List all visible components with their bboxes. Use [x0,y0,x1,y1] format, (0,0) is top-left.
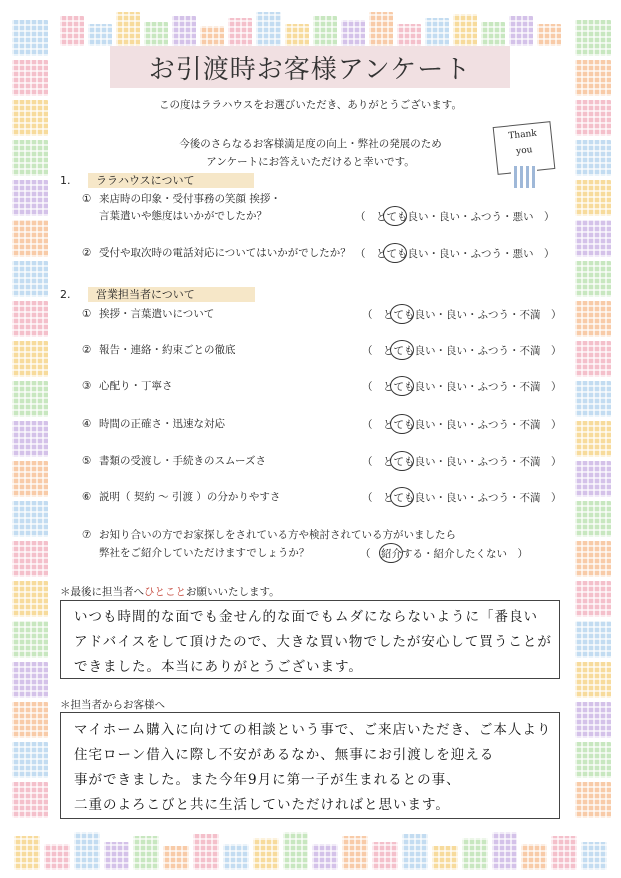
s2-q7-line-1: お知り合いの方でお家探しをされている方や検討されている方がいましたら [99,529,456,541]
intro-line-3: アンケートにお答えいただけると幸いです。 [206,156,415,168]
answer-circle-mark [390,376,414,396]
s2-item-number: ② [82,344,92,356]
answer-circle-mark [390,451,414,471]
s1-q2-number: ② [82,247,92,259]
section-1-number: 1. [60,174,71,187]
comment-2-line-2: 住宅ローン借入に際し不安があるなか、無事にお引渡しを迎える [74,747,495,763]
house-icon [511,166,537,188]
thank-you-word-1: Thank [507,128,538,142]
s2-item-number: ③ [82,380,92,392]
answer-circle-mark [390,340,414,360]
s1-q1-line-2: 言葉遣いや態度はいかがでしたか？ [99,210,267,222]
section-2-heading [60,286,255,302]
section-1-heading [60,172,254,188]
answer-circle-mark [379,543,403,563]
comment-1-heading [60,584,280,599]
s1-q1-number: ① [82,193,92,205]
section-2-label: 営業担当者について [88,287,255,302]
comment-2-line-4: 二重のよろこびと共に生活していただければと思います。 [74,797,450,813]
comment-1-heading-pre: ＊最後に担当者へ [60,586,144,598]
building-border-bottom [14,830,607,870]
s2-item-scale: （ とても良い・良い・ふつう・不満 ） [362,309,562,321]
s1-q1-scale: （ とても良い・良い・ふつう・悪い ） [355,211,555,223]
comment-2-line-1: マイホーム購入に向けての相談という事で、ご来店いただき、ご本人より [74,722,552,738]
s2-item-number: ⑥ [82,491,92,503]
page-title: お引渡時お客様アンケート [148,54,472,85]
s1-q1-line-1: 来店時の印象・受付事務の笑顔 挨拶・ [99,193,281,205]
comment-1-heading-post: お願いいたします。 [186,586,280,598]
s2-item-text: 時間の正確さ・迅速な対応 [99,418,225,430]
thank-you-illustration [495,124,553,194]
s2-item-number: ① [82,308,92,320]
s2-q7-number: ⑦ [82,529,92,541]
s2-item-scale: （ とても良い・良い・ふつう・不満 ） [362,345,562,357]
answer-circle-mark [390,414,414,434]
s2-item-scale: （ とても良い・良い・ふつう・不満 ） [362,381,562,393]
s2-q7-line-2: 弊社をご紹介していただけますでしょうか？ [99,547,310,559]
s2-item-text: 説明（ 契約 〜 引渡 ）の分かりやすさ [99,491,281,503]
section-2-number: 2. [60,288,71,301]
s2-item-text: 心配り・丁寧さ [99,380,173,392]
s2-item-text: 報告・連絡・約束ごとの徹底 [99,344,236,356]
s2-item-text: 挨拶・言葉遣いについて [99,308,215,320]
intro-line-2: 今後のさらなるお客様満足度の向上・弊社の発展のため [179,138,442,150]
comment-1-line-1: いつも時間的な面でも金せん的な面でもムダにならないように「番良い [74,609,538,625]
s2-item-scale: （ とても良い・良い・ふつう・不満 ） [362,419,562,431]
building-border-top [60,12,561,46]
s2-item-scale: （ とても良い・良い・ふつう・不満 ） [362,456,562,468]
s2-item-number: ④ [82,418,92,430]
section-1-label: ララハウスについて [88,173,254,188]
s1-q2-scale: （ とても良い・良い・ふつう・悪い ） [355,248,555,260]
comment-1-heading-accent: ひとこと [144,586,186,598]
answer-circle-mark [383,243,407,263]
comment-2-line-3: 事ができました。また今年9月に第一子が生まれるとの事、 [74,772,461,788]
comment-1-line-2: アドバイスをして頂けたので、大きな買い物でしたが安心して買うことが [74,634,552,650]
comment-2-heading: ＊担当者からお客様へ [60,699,165,711]
s2-item-number: ⑤ [82,455,92,467]
thank-you-word-2: you [515,145,533,157]
s2-item-scale: （ とても良い・良い・ふつう・不満 ） [362,492,562,504]
title-banner [110,46,510,88]
comment-1-line-3: できました。本当にありがとうございます。 [74,659,363,675]
s2-q7-scale: （ 紹介する・紹介したくない ） [360,548,528,560]
answer-circle-mark [390,487,414,507]
answer-circle-mark [390,304,414,324]
s2-item-text: 書類の受渡し・手続きのスムーズさ [99,455,266,467]
answer-circle-mark [383,206,407,226]
s1-q2-text: 受付や取次時の電話対応についてはいかがでしたか？ [99,247,351,259]
intro-line-1: この度はララハウスをお選びいただき、ありがとうございます。 [159,99,462,111]
